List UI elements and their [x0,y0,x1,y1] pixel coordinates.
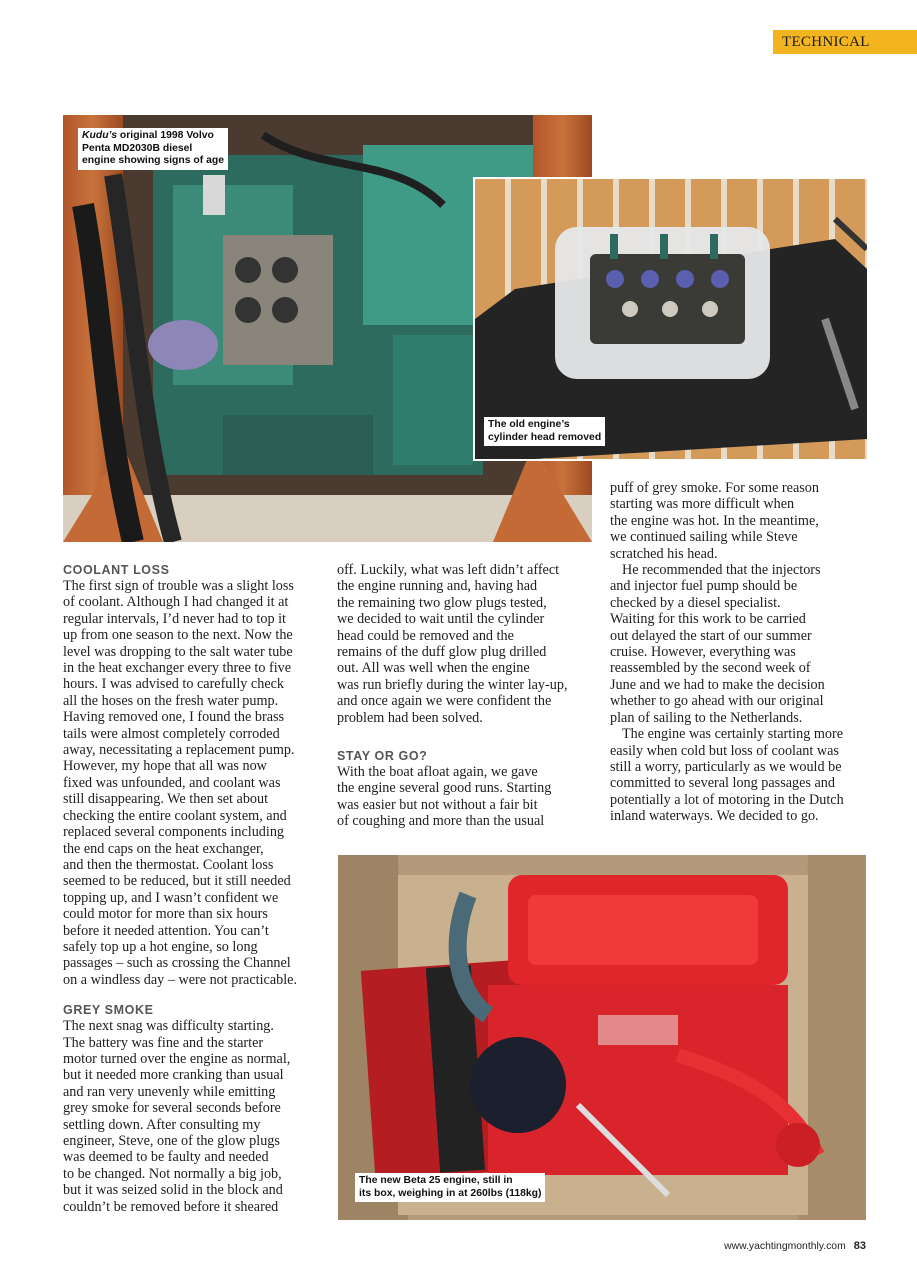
section-tag: TECHNICAL [773,30,917,54]
text-line: settling down. After consulting my [63,1116,261,1133]
section-heading: COOLANT LOSS [63,563,170,577]
text-line: passages – such as crossing the Channel [63,955,291,972]
body-paragraph [337,562,593,726]
article-column-1 [63,562,319,1215]
text-line: cruise. However, everything was [610,644,796,661]
caption-boat-name: Kudu’s [82,130,118,141]
text-line: whether to go ahead with our original [610,693,824,710]
text-line: the engine several good runs. Starting [337,780,552,797]
text-line: but it needed more cranking than usual [63,1067,284,1084]
text-line: was run briefly during the winter lay-up, [337,676,568,693]
text-line: the engine was hot. In the meantime, [610,512,819,529]
text-line: engineer, Steve, one of the glow plugs [63,1133,280,1149]
text-line: on a windless day – were not practicable. [63,971,298,988]
text-line: The first sign of trouble was a slight loss [63,578,294,594]
text-line: was deemed to be faulty and needed [63,1149,269,1166]
new-engine-photo [338,855,866,1220]
footer-url: www.yachtingmonthly.com [724,1241,846,1252]
text-line: The battery was fine and the starter [63,1034,264,1051]
text-line: topping up, and I wasn’t confident we [63,889,279,906]
text-line: couldn’t be removed before it sheared [63,1198,279,1215]
caption-text: its box, weighing in at 260lbs (118kg) [359,1187,542,1199]
page-number: 83 [853,1240,866,1252]
text-line: level was dropping to the salt water tube [63,643,293,660]
text-line: but it was seized solid in the block and [63,1182,283,1199]
text-line: plan of sailing to the Netherlands. [610,709,803,726]
text-line: starting was more difficult when [610,496,795,513]
text-line: of coolant. Although I had changed it at [63,594,289,611]
text-line: away, necessitating a replacement pump. [63,742,295,759]
section-heading: STAY OR GO? [337,749,428,764]
text-line: checking the entire coolant system, and [63,807,287,824]
text-line: the remaining two glow plugs tested, [337,594,547,611]
text-line: of coughing and more than the usual [337,813,545,830]
text-line: regular intervals, I’d never had to top it [63,610,286,627]
body-paragraph [610,480,866,562]
caption-text: cylinder head removed [488,431,602,443]
text-line: and injector fuel pump should be [610,578,798,595]
body-paragraph [337,764,593,830]
text-line: out delayed the start of our summer [610,627,812,644]
text-line: still disappearing. We then set about [63,791,269,808]
text-line: hours. I was advised to carefully check [63,676,285,693]
caption-text: original 1998 Volvo [117,130,214,141]
section-heading: GREY SMOKE [63,1003,154,1018]
text-line: checked by a diesel specialist. [610,594,781,611]
text-line: easily when cold but loss of coolant was [610,742,839,759]
text-line: before it needed attention. You can’t [63,922,269,939]
text-line: we decided to wait until the cylinder [337,611,545,628]
text-line: was easier but not without a fair bit [337,796,538,813]
text-line: up from one season to the next. Now the [63,627,293,644]
text-line: committed to several long passages and [610,775,835,792]
body-paragraph [63,578,319,988]
text-line: problem had been solved. [337,709,483,726]
text-line: Waiting for this work to be carried [610,611,806,628]
body-paragraph [610,562,866,726]
caption-text: The old engine’s [488,419,570,430]
text-line: the end caps on the heat exchanger, [63,840,264,857]
article-column-2 [337,562,593,830]
text-line: we continued sailing while Steve [610,529,798,546]
text-line: Having removed one, I found the brass [63,709,285,726]
text-line: puff of grey smoke. For some reason [610,480,819,496]
text-line: and ran very unevenly while emitting [63,1083,276,1100]
text-line: The next snag was difficulty starting. [63,1018,274,1035]
text-line: potentially a lot of motoring in the Dutch [610,791,844,808]
text-line: all the hoses on the fresh water pump. [63,692,279,709]
caption-text: Penta MD2030B diesel [82,142,193,154]
caption-text: engine showing signs of age [82,155,225,166]
text-line: remains of the duff glow plug drilled [337,644,547,661]
text-line: the engine running and, having had [337,578,538,595]
text-line: motor turned over the engine as normal, [63,1050,291,1067]
caption-text: The new Beta 25 engine, still in [359,1175,513,1186]
text-line: The engine was certainly starting more [622,726,844,743]
text-line: tails were almost completely corroded [63,725,280,742]
text-line: He recommended that the injectors [622,562,821,579]
body-paragraph [610,726,866,824]
text-line: off. Luckily, what was left didn’t affect [337,562,560,578]
text-line: inland waterways. We decided to go. [610,808,819,825]
page-footer [724,1240,866,1252]
cylinder-head-caption [484,417,605,446]
text-line: However, my hope that all was now [63,758,267,775]
old-engine-caption [78,128,228,170]
text-line: fixed was unfounded, and coolant was [63,774,281,791]
text-line: in the heat exchanger every three to five [63,660,292,677]
text-line: could motor for more than six hours [63,906,268,923]
text-line: scratched his head. [610,545,718,562]
text-line: head could be removed and the [337,627,514,644]
text-line: and then the thermostat. Coolant loss [63,856,274,873]
text-line: grey smoke for several seconds before [63,1100,281,1117]
text-line: reassembled by the second week of [610,660,811,677]
text-line: seemed to be reduced, but it still needed [63,873,291,890]
text-line: With the boat afloat again, we gave [337,764,538,781]
article-column-3 [610,480,866,825]
text-line: still a worry, particularly as we would be [610,758,842,775]
text-line: safely top up a hot engine, so long [63,938,258,955]
text-line: June and we had to make the decision [610,676,825,693]
text-line: to be changed. Not normally a big job, [63,1165,282,1182]
text-line: and once again we were confident the [337,693,552,710]
text-line: out. All was well when the engine [337,660,530,677]
new-engine-caption [355,1173,545,1202]
text-line: replaced several components including [63,824,285,841]
body-paragraph [63,1018,319,1215]
